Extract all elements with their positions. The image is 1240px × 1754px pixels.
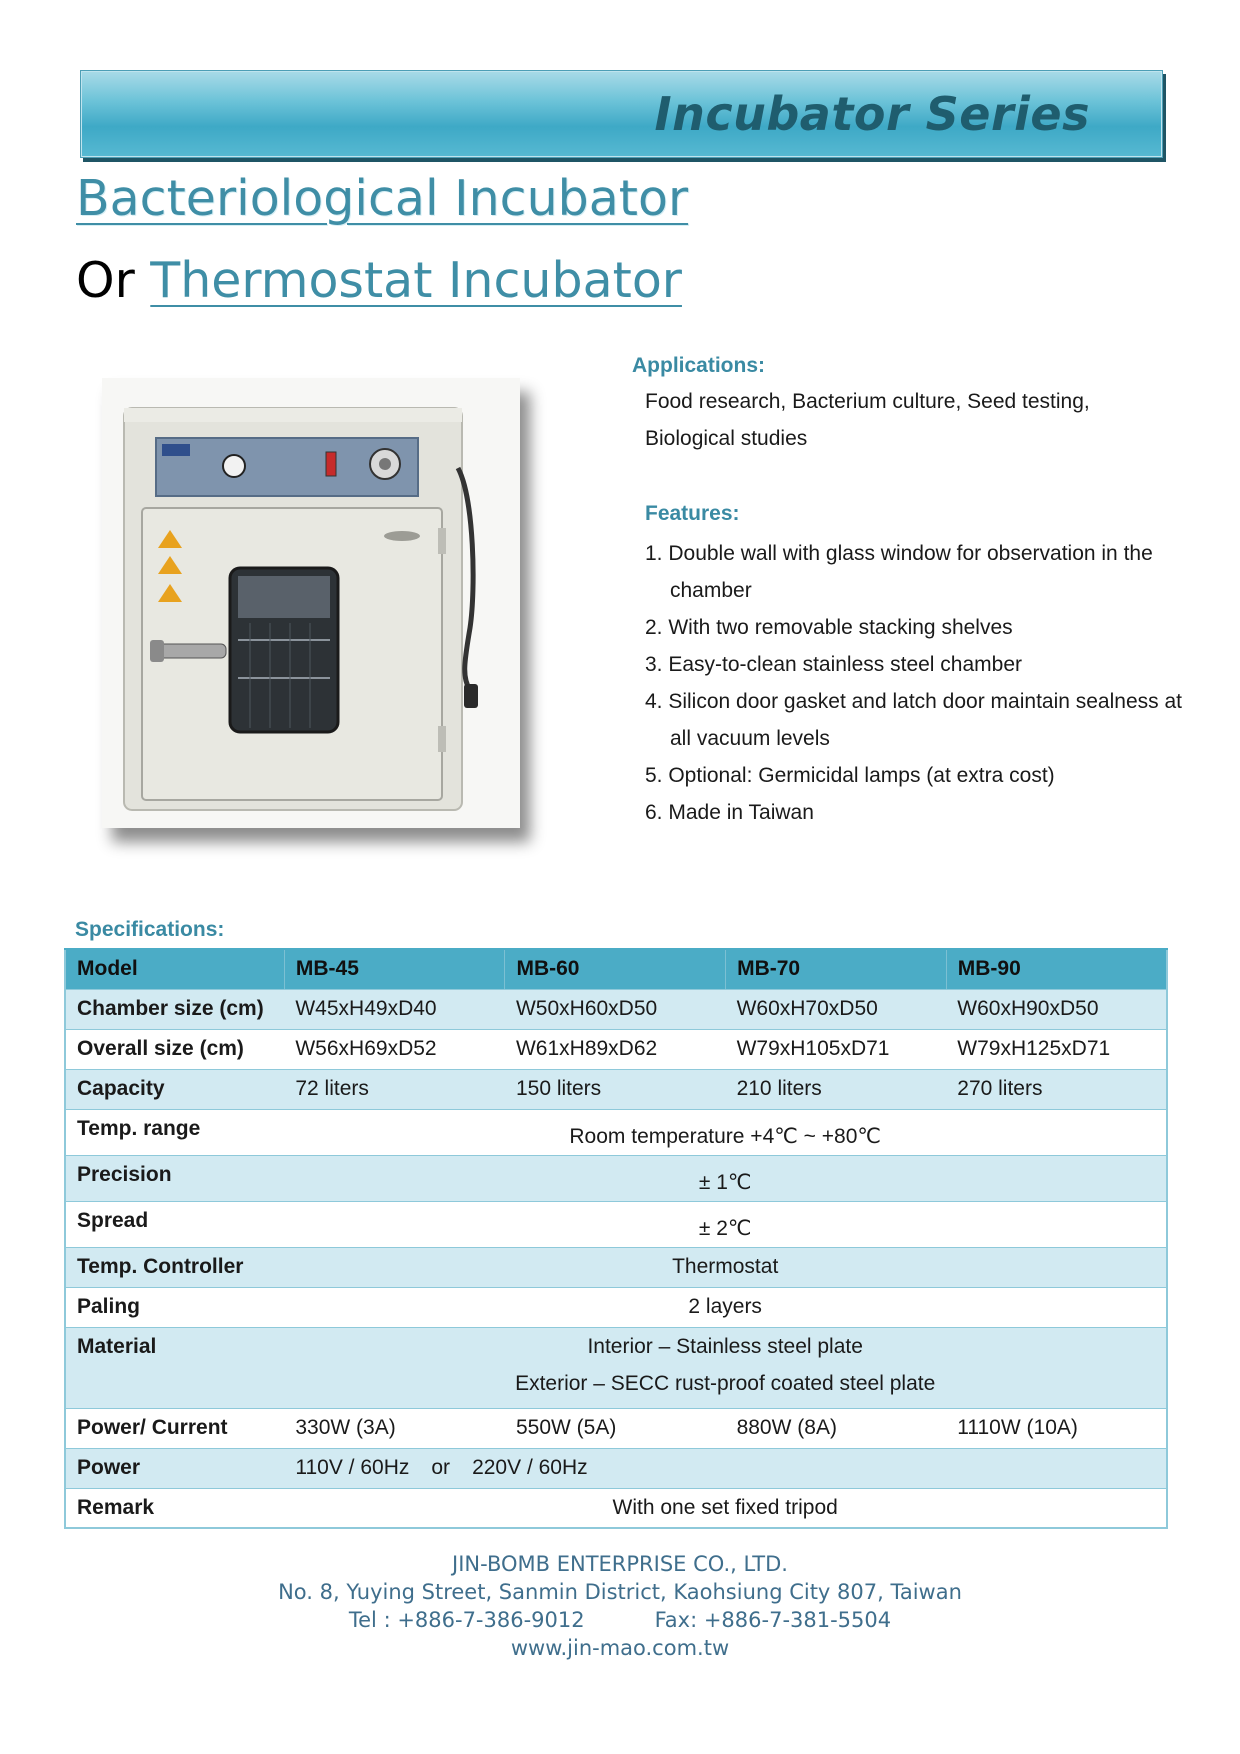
table-cell: 330W (3A) bbox=[284, 1408, 505, 1448]
table-cell: ± 1℃ bbox=[284, 1155, 1167, 1201]
applications-line-1: Food research, Bacterium culture, Seed testing, bbox=[645, 390, 1090, 413]
specifications-heading: Specifications: bbox=[75, 918, 225, 941]
table-row-header bbox=[65, 949, 1167, 989]
col-header-mb60: MB-60 bbox=[505, 949, 726, 989]
table-cell: Thermostat bbox=[284, 1247, 1167, 1287]
feature-item: 4. Silicon door gasket and latch door maintain sealness at all vacuum levels bbox=[645, 690, 1182, 750]
feature-item: 6. Made in Taiwan bbox=[645, 801, 814, 824]
table-cell: 880W (8A) bbox=[726, 1408, 947, 1448]
row-label: Temp. range bbox=[65, 1109, 284, 1155]
table-cell: Room temperature +4℃ ~ +80℃ bbox=[284, 1109, 1167, 1155]
table-cell: W60xH90xD50 bbox=[946, 989, 1167, 1029]
subtitle-accent: Thermostat Incubator bbox=[150, 252, 682, 309]
spec-table bbox=[64, 948, 1168, 1529]
feature-item: 5. Optional: Germicidal lamps (at extra cost) bbox=[645, 764, 1055, 787]
row-label: Precision bbox=[65, 1155, 284, 1201]
subtitle-prefix: Or bbox=[76, 252, 135, 309]
table-row-spread bbox=[65, 1201, 1167, 1247]
table-cell: ± 2℃ bbox=[284, 1201, 1167, 1247]
row-label: Overall size (cm) bbox=[65, 1029, 284, 1069]
power-or: or bbox=[431, 1456, 451, 1479]
table-cell: 2 layers bbox=[284, 1287, 1167, 1327]
table-row-temp-controller bbox=[65, 1247, 1167, 1287]
row-label: Chamber size (cm) bbox=[65, 989, 284, 1029]
header-banner bbox=[80, 70, 1163, 158]
col-header-mb45: MB-45 bbox=[284, 949, 505, 989]
applications-line-2: Biological studies bbox=[645, 427, 808, 450]
table-row-chamber-size bbox=[65, 989, 1167, 1029]
material-interior: Interior – Stainless steel plate bbox=[587, 1334, 863, 1358]
col-header-mb70: MB-70 bbox=[726, 949, 947, 989]
table-cell: W56xH69xD52 bbox=[284, 1029, 505, 1069]
table-cell: With one set fixed tripod bbox=[284, 1488, 1167, 1528]
table-cell: 1110W (10A) bbox=[946, 1408, 1167, 1448]
row-label: Spread bbox=[65, 1201, 284, 1247]
feature-item: 1. Double wall with glass window for observation in the chamber bbox=[645, 542, 1153, 602]
table-row-paling bbox=[65, 1287, 1167, 1327]
table-row-temp-range bbox=[65, 1109, 1167, 1155]
table-row-remark bbox=[65, 1488, 1167, 1528]
website-link[interactable]: www.jin-mao.com.tw bbox=[510, 1636, 730, 1660]
table-row-power-current bbox=[65, 1408, 1167, 1448]
feature-item: 2. With two removable stacking shelves bbox=[645, 616, 1013, 639]
table-cell: 210 liters bbox=[726, 1069, 947, 1109]
row-label: Power/ Current bbox=[65, 1408, 284, 1448]
power-option-220v: 220V / 60Hz bbox=[472, 1456, 588, 1479]
contact-line bbox=[0, 1606, 1240, 1634]
table-cell: 550W (5A) bbox=[505, 1408, 726, 1448]
product-title: Bacteriological Incubator bbox=[76, 170, 689, 227]
product-photo bbox=[102, 378, 520, 828]
col-header-model: Model bbox=[65, 949, 284, 989]
table-cell bbox=[284, 1448, 1167, 1488]
row-label: Capacity bbox=[65, 1069, 284, 1109]
table-cell: W61xH89xD62 bbox=[505, 1029, 726, 1069]
col-header-mb90: MB-90 bbox=[946, 949, 1167, 989]
table-cell: 150 liters bbox=[505, 1069, 726, 1109]
applications-heading: Applications: bbox=[632, 354, 766, 377]
table-row-power bbox=[65, 1448, 1167, 1488]
material-exterior: Exterior – SECC rust-proof coated steel plate bbox=[515, 1371, 936, 1395]
features-heading: Features: bbox=[645, 502, 740, 525]
table-row-precision bbox=[65, 1155, 1167, 1201]
power-option-110v: 110V / 60Hz bbox=[295, 1456, 410, 1479]
table-cell: 270 liters bbox=[946, 1069, 1167, 1109]
company-address: No. 8, Yuying Street, Sanmin District, Kaohsiung City 807, Taiwan bbox=[278, 1580, 962, 1604]
phone-number: Tel : +886-7-386-9012 bbox=[348, 1608, 585, 1632]
row-label: Temp. Controller bbox=[65, 1247, 284, 1287]
product-subtitle bbox=[76, 252, 682, 309]
row-label: Material bbox=[65, 1327, 284, 1408]
row-label: Remark bbox=[65, 1488, 284, 1528]
table-cell: W45xH49xD40 bbox=[284, 989, 505, 1029]
table-row-overall-size bbox=[65, 1029, 1167, 1069]
table-cell: W79xH125xD71 bbox=[946, 1029, 1167, 1069]
fax-number: Fax: +886-7-381-5504 bbox=[654, 1608, 892, 1632]
series-title: Incubator Series bbox=[654, 87, 1090, 141]
table-cell: W79xH105xD71 bbox=[726, 1029, 947, 1069]
table-row-capacity bbox=[65, 1069, 1167, 1109]
table-row-material bbox=[65, 1327, 1167, 1408]
table-cell: W60xH70xD50 bbox=[726, 989, 947, 1029]
features-list bbox=[645, 535, 1185, 831]
row-label: Power bbox=[65, 1448, 284, 1488]
row-label: Paling bbox=[65, 1287, 284, 1327]
table-cell: W50xH60xD50 bbox=[505, 989, 726, 1029]
table-cell: 72 liters bbox=[284, 1069, 505, 1109]
company-name: JIN-BOMB ENTERPRISE CO., LTD. bbox=[452, 1552, 788, 1576]
table-cell bbox=[284, 1327, 1167, 1408]
footer bbox=[0, 1550, 1240, 1662]
feature-item: 3. Easy-to-clean stainless steel chamber bbox=[645, 653, 1023, 676]
